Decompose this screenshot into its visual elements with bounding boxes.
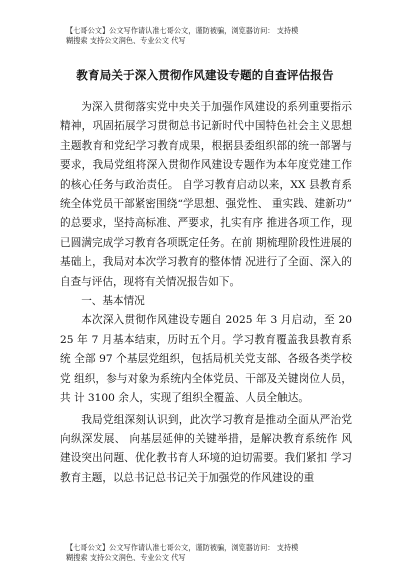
banner-line: 糊搜索 支持公文润色、专业公文 代写 <box>66 553 186 562</box>
document-title: 教育局关于深入贯彻作风建设专题的自查评估报告 <box>76 68 334 82</box>
watermark-banner-bottom <box>66 543 366 563</box>
paragraph-party-group: 我局党组深刻认识到，此次学习教育是推动全面从严治党向纵深发展、 向基层延伸的关键举措，是解决教育系统作 风建设突出问题、优化教书育人环境的迫切需要。我们紧扣 学习教育主题，以总书记总书记关于加强党的作风建设的重 <box>60 413 352 484</box>
banner-line: 糊搜索 支持公文润色、专业公文 代写 <box>66 36 186 45</box>
paragraph-basic-info: 本次深入贯彻作风建设专题自 2025 年 3 月启动，至 2025 年 7 月基本结束，历时五个月。学习教育覆盖我县教育系统 全部 97 个基层党组织，包括局机关党支部、各级各类学校党 组织，参与对象为系统内全体党员、干部及关键岗位人员，共 计 3100 余人，实现了组织全覆盖、人员全触达。 <box>60 314 352 405</box>
banner-line: 【七哥公文】公文写作请认准七哥公文，谨防被骗，浏览器访问： 支持模 <box>66 26 299 35</box>
paragraph-intro: 为深入贯彻落实党中央关于加强作风建设的系列重要指示精神，巩固拓展学习贯彻总书记新时代中国特色社会主义思想主题教育和党纪学习教育成果，根据县委组织部的统一部署与要求，我局党组将深入贯彻作风建设专题作为本年度党建工作的核心任务与政治责任。 自学习教育启动以来，XX 县教育系统全体党员干部紧密围绕“学思想、强党性、 重实践、建新功” 的总要求，坚持高标准、严要求，扎实有序 推进各项工作，现已圆满完成学习教育各项既定任务。在前 期梳理阶段性进展的基础上，我局对本次学习教育的整体情 况进行了全面、深入的自查与评估，现将有关情况报告如下。 <box>60 101 352 288</box>
document-body <box>60 98 352 488</box>
watermark-banner-top <box>66 26 366 46</box>
section-heading: 一、基本情况 <box>81 295 145 308</box>
banner-line: 【七哥公文】公文写作请认准七哥公文，谨防被骗，浏览器访问： 支持模 <box>66 543 299 552</box>
